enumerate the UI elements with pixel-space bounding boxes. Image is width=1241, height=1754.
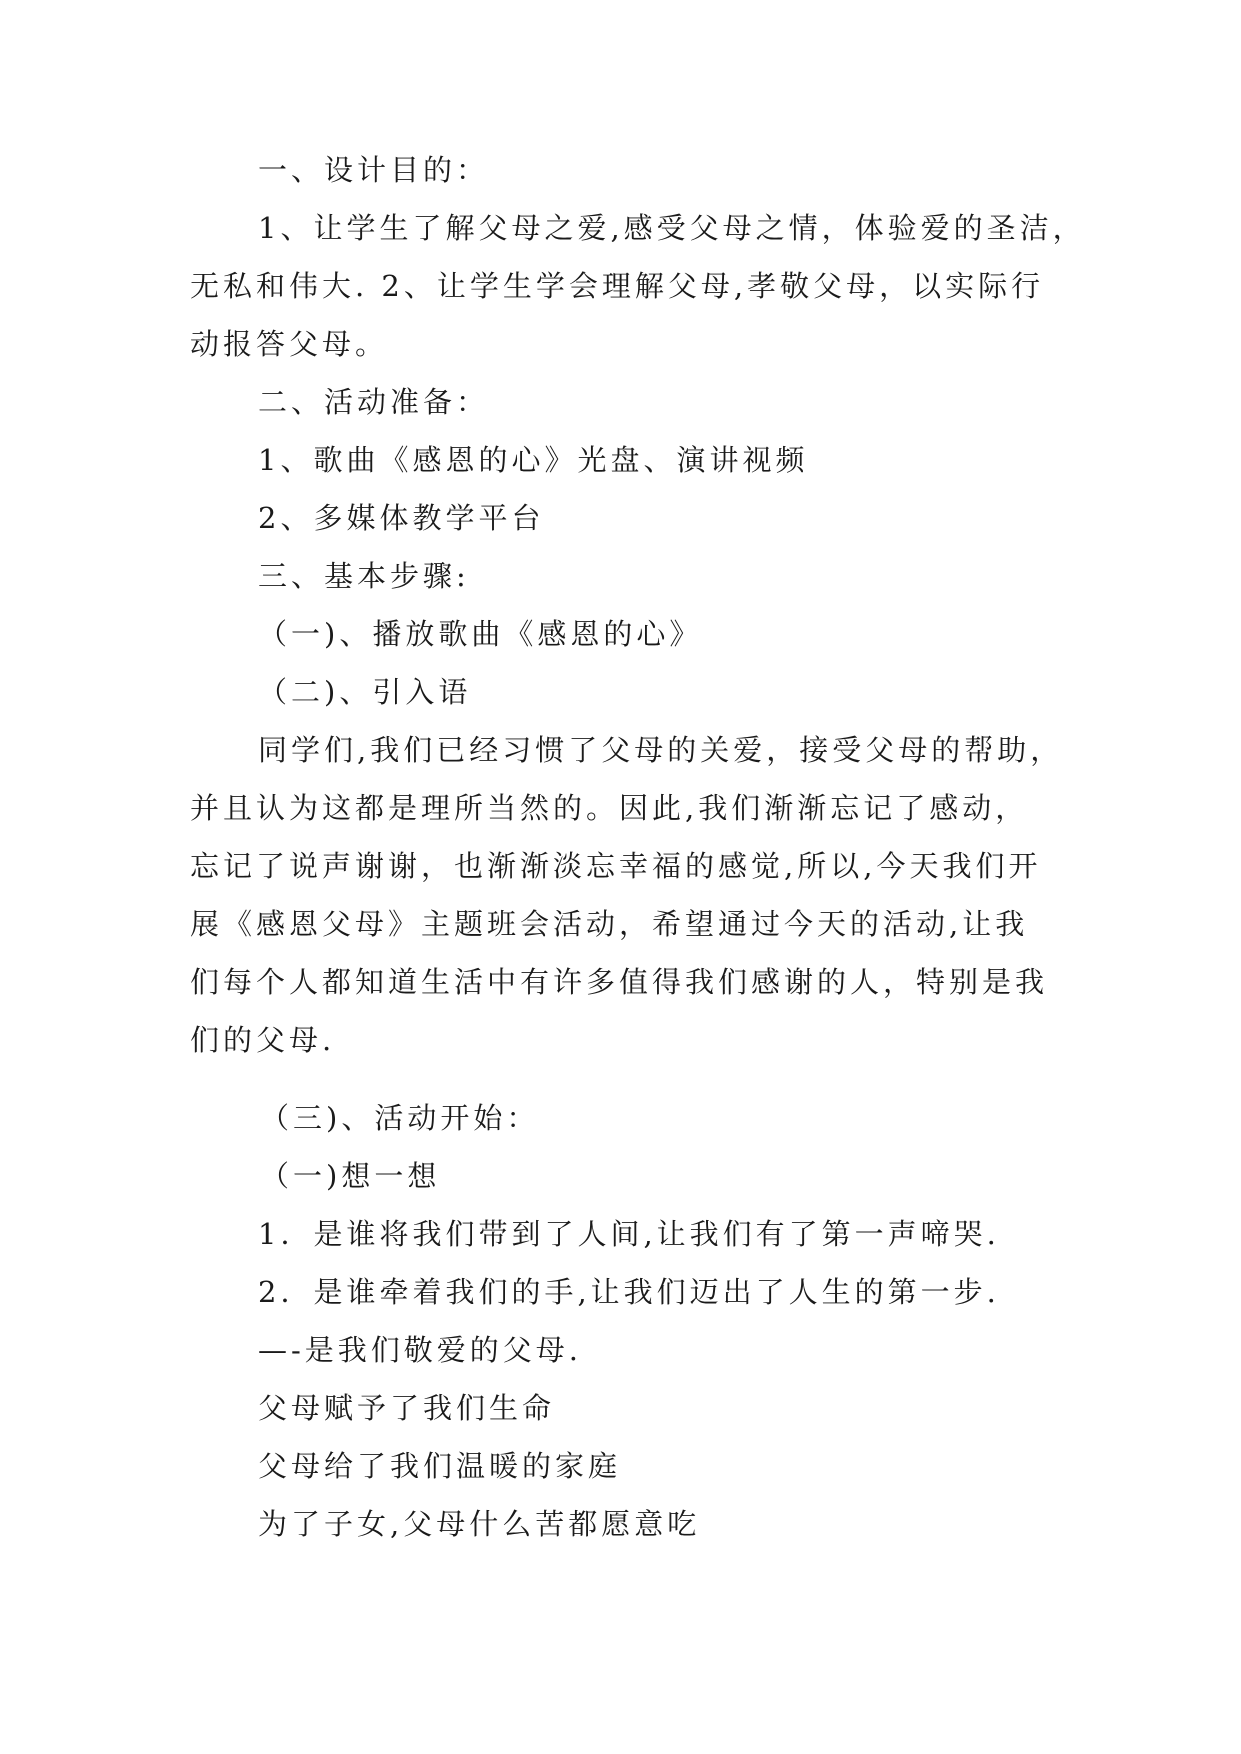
paragraph-line: 1、让学生了解父母之爱,感受父母之情，体验爱的圣洁， xyxy=(258,211,1086,245)
closing-line: 父母给了我们温暖的家庭 xyxy=(258,1449,622,1483)
list-item: 2、多媒体教学平台 xyxy=(258,501,545,535)
paragraph-line: 们每个人都知道生活中有许多值得我们感谢的人，特别是我 xyxy=(190,965,1049,999)
section-heading-preparation: 二、活动准备： xyxy=(258,385,490,419)
paragraph-line: 并且认为这都是理所当然的。因此,我们渐渐忘记了感动， xyxy=(190,791,1029,825)
question-item: 1．是谁将我们带到了人间,让我们有了第一声啼哭. xyxy=(258,1217,1000,1251)
paragraph-line: 忘记了说声谢谢，也渐渐淡忘幸福的感觉,所以,今天我们开 xyxy=(190,849,1042,883)
closing-line: 父母赋予了我们生命 xyxy=(258,1391,556,1425)
step-heading: （一)、播放歌曲《感恩的心》 xyxy=(258,617,703,651)
paragraph-line: 同学们,我们已经习惯了父母的关爱，接受父母的帮助， xyxy=(258,733,1064,767)
paragraph-line: 们的父母. xyxy=(190,1023,336,1057)
step-heading: （三)、活动开始： xyxy=(260,1101,540,1135)
paragraph-line: 动报答父母。 xyxy=(190,327,389,361)
list-item: 1、歌曲《感恩的心》光盘、演讲视频 xyxy=(258,443,809,477)
step-heading: （二)、引入语 xyxy=(258,675,472,709)
closing-line: 为了子女,父母什么苦都愿意吃 xyxy=(258,1507,701,1541)
section-heading-design-purpose: 一、设计目的： xyxy=(258,153,490,187)
section-heading-steps: 三、基本步骤: xyxy=(258,559,470,593)
question-item: 2．是谁牵着我们的手,让我们迈出了人生的第一步. xyxy=(258,1275,1000,1309)
paragraph-line: 无私和伟大. 2、让学生学会理解父母,孝敬父母，以实际行 xyxy=(190,269,1045,303)
answer-line: —-是我们敬爱的父母. xyxy=(258,1333,583,1367)
sub-heading-think: （一)想一想 xyxy=(260,1159,441,1193)
paragraph-line: 展《感恩父母》主题班会活动，希望通过今天的活动,让我 xyxy=(190,907,1029,941)
